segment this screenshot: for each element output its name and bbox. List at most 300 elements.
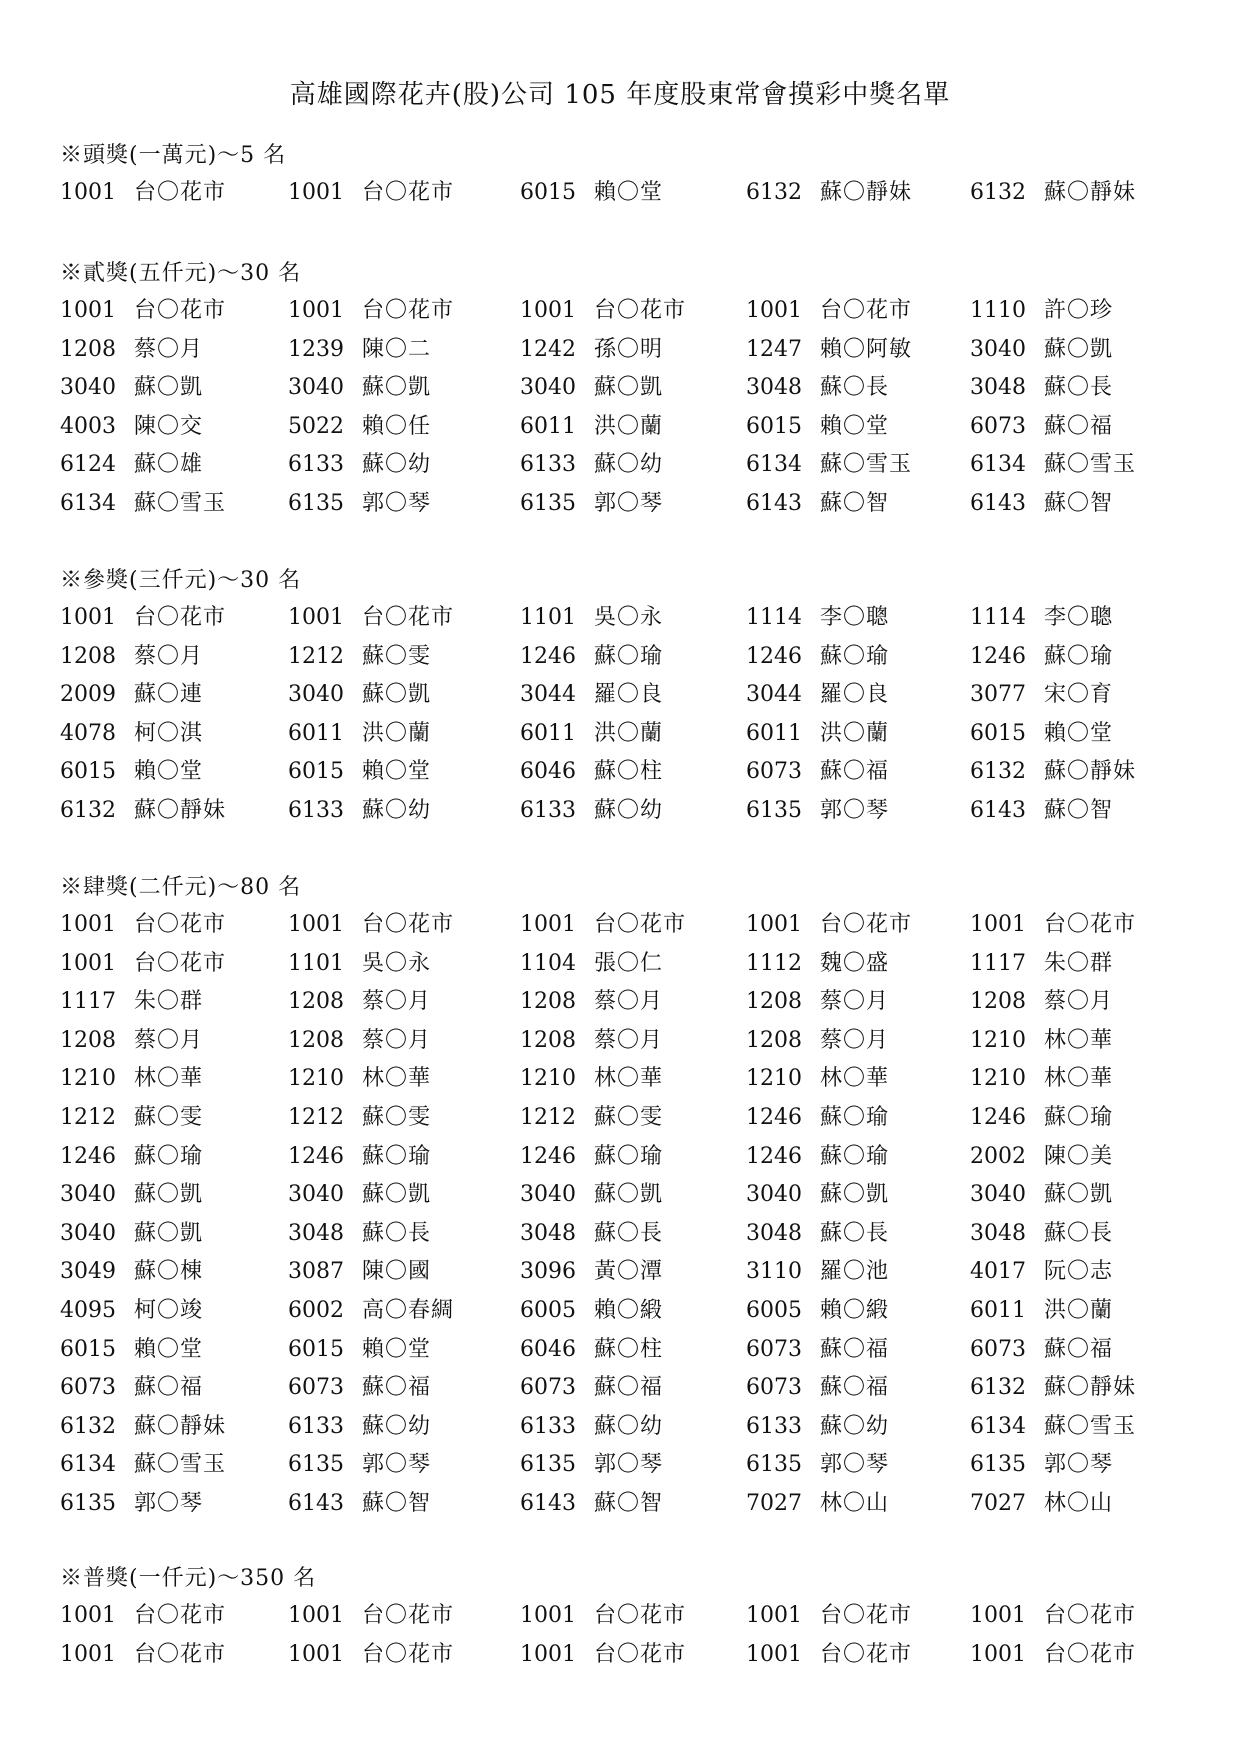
shareholder-name: 蘇〇靜妹: [134, 798, 227, 823]
shareholder-number: 6046: [520, 1336, 576, 1362]
shareholder-number: 1208: [288, 1027, 344, 1053]
shareholder-name: 朱〇群: [1044, 950, 1114, 976]
shareholder-name: 賴〇堂: [134, 759, 204, 785]
shareholder-number: 1001: [288, 298, 344, 323]
shareholder-name: 蘇〇幼: [820, 1413, 890, 1439]
shareholder-name: 蘇〇智: [362, 1491, 432, 1516]
shareholder-number: 1001: [288, 1603, 344, 1628]
shareholder-name: 賴〇堂: [594, 180, 664, 205]
winner-entry: [970, 1061, 1113, 1092]
shareholder-name: 郭〇琴: [820, 798, 890, 823]
winner-entry: [746, 1598, 912, 1629]
shareholder-name: 蘇〇長: [1044, 375, 1114, 401]
winner-entry: [520, 1100, 663, 1131]
winner-entry: [746, 1293, 889, 1324]
shareholder-name: 蘇〇凱: [134, 1220, 204, 1246]
shareholder-name: 羅〇良: [820, 682, 890, 708]
winner-entry: [970, 1598, 1136, 1629]
shareholder-number: 1001: [60, 1603, 116, 1628]
shareholder-name: 郭〇琴: [594, 1452, 664, 1478]
shareholder-name: 蘇〇長: [594, 1220, 664, 1246]
winner-entry: [288, 754, 431, 785]
winner-entry: [746, 1486, 889, 1517]
winner-entry: [970, 1637, 1136, 1668]
shareholder-number: 6073: [970, 413, 1026, 439]
shareholder-number: 6011: [520, 720, 576, 746]
shareholder-number: 7027: [746, 1491, 802, 1516]
winner-entry: [288, 370, 431, 401]
shareholder-name: 蔡〇月: [820, 1027, 890, 1053]
winner-entry: [746, 175, 912, 206]
shareholder-name: 蘇〇凱: [1044, 336, 1114, 362]
winner-entry: [746, 1061, 889, 1092]
shareholder-number: 3040: [520, 1182, 576, 1208]
shareholder-name: 蔡〇月: [594, 1027, 664, 1053]
winner-entry: [60, 793, 226, 824]
shareholder-number: 1001: [970, 912, 1026, 937]
winner-entry: [520, 370, 663, 401]
shareholder-name: 蘇〇雪玉: [820, 452, 913, 478]
winner-entry: [970, 293, 1113, 324]
shareholder-name: 郭〇琴: [362, 1452, 432, 1478]
shareholder-number: 6015: [60, 759, 116, 785]
shareholder-name: 陳〇二: [362, 336, 432, 362]
shareholder-number: 3048: [746, 375, 802, 401]
shareholder-name: 蘇〇瑜: [594, 643, 664, 669]
shareholder-name: 蘇〇福: [134, 1375, 204, 1401]
shareholder-name: 張〇仁: [594, 950, 664, 976]
shareholder-name: 蘇〇瑜: [1044, 643, 1114, 669]
shareholder-number: 6073: [520, 1375, 576, 1401]
winner-entry: [970, 1023, 1113, 1054]
shareholder-name: 蘇〇凱: [134, 375, 204, 401]
winner-entry: [520, 1637, 686, 1668]
shareholder-number: 6015: [520, 180, 576, 205]
winner-entry: [746, 1332, 889, 1363]
winner-entry: [520, 1486, 663, 1517]
shareholder-name: 林〇山: [820, 1491, 890, 1516]
shareholder-name: 蘇〇凱: [134, 1182, 204, 1208]
document-title: 高雄國際花卉(股)公司 105 年度股東常會摸彩中獎名單: [289, 80, 951, 110]
winner-entry: [288, 332, 431, 363]
winner-entry: [60, 984, 203, 1015]
shareholder-number: 6135: [288, 491, 344, 516]
shareholder-number: 3040: [970, 336, 1026, 362]
shareholder-number: 6132: [970, 759, 1026, 785]
shareholder-name: 蘇〇棟: [134, 1259, 204, 1285]
shareholder-name: 台〇花市: [362, 298, 455, 323]
winner-entry: [288, 1061, 431, 1092]
shareholder-name: 蘇〇柱: [594, 1336, 664, 1362]
shareholder-name: 台〇花市: [820, 1641, 913, 1667]
winner-entry: [746, 1254, 889, 1285]
shareholder-number: 1101: [520, 605, 576, 630]
shareholder-name: 蔡〇月: [820, 989, 890, 1015]
shareholder-name: 蔡〇月: [362, 1027, 432, 1053]
shareholder-number: 1208: [746, 1027, 802, 1053]
winner-entry: [288, 1100, 431, 1131]
section-heading: ※參獎(三仟元)～30 名: [60, 568, 302, 593]
shareholder-number: 6133: [288, 452, 344, 478]
shareholder-number: 2009: [60, 682, 116, 708]
shareholder-number: 1001: [60, 298, 116, 323]
winner-entry: [520, 1447, 663, 1478]
shareholder-name: 許〇珍: [1044, 298, 1114, 323]
shareholder-number: 6073: [60, 1375, 116, 1401]
shareholder-name: 台〇花市: [594, 298, 687, 323]
shareholder-name: 賴〇堂: [1044, 720, 1114, 746]
winner-entry: [60, 600, 226, 631]
section-heading: ※肆獎(二仟元)～80 名: [60, 875, 302, 900]
winner-entry: [288, 946, 431, 977]
shareholder-number: 6005: [746, 1298, 802, 1323]
shareholder-name: 蘇〇福: [820, 1375, 890, 1401]
shareholder-number: 4078: [60, 720, 116, 746]
shareholder-name: 台〇花市: [134, 180, 227, 205]
winner-entry: [746, 984, 889, 1015]
winner-entry: [288, 1409, 431, 1440]
shareholder-name: 吳〇永: [362, 950, 432, 976]
shareholder-name: 蔡〇月: [134, 336, 204, 362]
shareholder-name: 蘇〇智: [1044, 491, 1114, 516]
winner-entry: [288, 1177, 431, 1208]
winner-entry: [60, 907, 226, 938]
shareholder-number: 1117: [60, 989, 116, 1015]
shareholder-number: 1001: [288, 180, 344, 205]
winner-entry: [970, 639, 1113, 670]
winner-entry: [970, 1486, 1113, 1517]
shareholder-number: 1117: [970, 950, 1026, 976]
shareholder-number: 1001: [288, 912, 344, 937]
shareholder-number: 6073: [746, 1375, 802, 1401]
winner-entry: [60, 1293, 203, 1324]
shareholder-name: 蘇〇凱: [362, 1182, 432, 1208]
shareholder-name: 蔡〇月: [134, 1027, 204, 1053]
shareholder-number: 6134: [60, 1452, 116, 1478]
shareholder-name: 蘇〇幼: [362, 452, 432, 478]
winner-entry: [288, 716, 431, 747]
shareholder-name: 蘇〇瑜: [820, 1143, 890, 1169]
winner-entry: [288, 175, 454, 206]
shareholder-name: 賴〇緞: [594, 1298, 664, 1323]
shareholder-number: 1112: [746, 950, 802, 976]
shareholder-number: 3048: [520, 1220, 576, 1246]
winner-entry: [288, 1370, 431, 1401]
shareholder-name: 台〇花市: [134, 912, 227, 937]
winner-entry: [970, 907, 1136, 938]
shareholder-number: 7027: [970, 1491, 1026, 1516]
winner-entry: [970, 175, 1136, 206]
shareholder-name: 台〇花市: [820, 298, 913, 323]
shareholder-name: 林〇華: [594, 1066, 664, 1092]
winner-entry: [970, 1216, 1113, 1247]
winner-entry: [60, 332, 203, 363]
shareholder-name: 蘇〇凱: [362, 682, 432, 708]
winner-entry: [60, 1637, 226, 1668]
winner-entry: [60, 1409, 226, 1440]
shareholder-number: 3048: [746, 1220, 802, 1246]
shareholder-number: 6134: [970, 1413, 1026, 1439]
winner-entry: [746, 946, 889, 977]
shareholder-name: 蘇〇雯: [134, 1105, 204, 1130]
winner-entry: [746, 409, 889, 440]
shareholder-number: 6011: [288, 720, 344, 746]
winner-entry: [970, 1100, 1113, 1131]
shareholder-name: 蘇〇幼: [362, 1413, 432, 1439]
winner-entry: [520, 1332, 663, 1363]
shareholder-number: 1114: [970, 605, 1026, 630]
winner-entry: [60, 677, 203, 708]
shareholder-number: 3040: [288, 682, 344, 708]
winner-entry: [60, 370, 203, 401]
winner-entry: [520, 1254, 663, 1285]
shareholder-number: 6002: [288, 1298, 344, 1323]
shareholder-number: 3110: [746, 1259, 802, 1285]
shareholder-number: 5022: [288, 413, 344, 439]
winner-entry: [746, 639, 889, 670]
shareholder-number: 1208: [970, 989, 1026, 1015]
shareholder-name: 蘇〇長: [1044, 1220, 1114, 1246]
winner-entry: [746, 600, 889, 631]
winner-entry: [288, 486, 431, 517]
shareholder-number: 3087: [288, 1259, 344, 1285]
winner-entry: [520, 332, 663, 363]
winner-entry: [520, 639, 663, 670]
winner-entry: [60, 175, 226, 206]
shareholder-name: 蘇〇雪玉: [1044, 452, 1137, 478]
shareholder-name: 羅〇池: [820, 1259, 890, 1285]
shareholder-number: 1001: [746, 298, 802, 323]
winner-entry: [520, 1293, 663, 1324]
shareholder-name: 郭〇琴: [1044, 1452, 1114, 1478]
winner-entry: [970, 1254, 1113, 1285]
winner-entry: [60, 409, 203, 440]
shareholder-name: 朱〇群: [134, 989, 204, 1015]
shareholder-name: 蘇〇雯: [362, 1105, 432, 1130]
winner-entry: [970, 332, 1113, 363]
shareholder-number: 1001: [746, 1603, 802, 1628]
shareholder-name: 蘇〇幼: [362, 798, 432, 823]
winner-entry: [970, 1409, 1136, 1440]
winner-entry: [746, 1139, 889, 1170]
winner-entry: [746, 1177, 889, 1208]
shareholder-name: 蘇〇雪玉: [134, 491, 227, 516]
shareholder-name: 蘇〇幼: [594, 452, 664, 478]
shareholder-name: 蘇〇凱: [594, 1182, 664, 1208]
shareholder-name: 洪〇蘭: [1044, 1298, 1114, 1323]
shareholder-number: 1210: [288, 1066, 344, 1092]
winner-entry: [288, 1486, 431, 1517]
winner-entry: [60, 1061, 203, 1092]
winner-entry: [746, 486, 889, 517]
shareholder-number: 1001: [746, 912, 802, 937]
shareholder-number: 6135: [288, 1452, 344, 1478]
shareholder-name: 蘇〇長: [820, 1220, 890, 1246]
shareholder-name: 台〇花市: [594, 912, 687, 937]
shareholder-number: 6132: [60, 1413, 116, 1439]
winner-entry: [970, 1177, 1113, 1208]
shareholder-name: 蘇〇瑜: [1044, 1105, 1114, 1130]
shareholder-name: 蔡〇月: [1044, 989, 1114, 1015]
shareholder-name: 蘇〇雄: [134, 452, 204, 478]
shareholder-number: 4095: [60, 1298, 116, 1323]
shareholder-number: 6132: [746, 180, 802, 205]
shareholder-number: 6073: [970, 1336, 1026, 1362]
winner-entry: [520, 677, 663, 708]
shareholder-name: 郭〇琴: [362, 491, 432, 516]
shareholder-number: 1208: [288, 989, 344, 1015]
shareholder-name: 蘇〇靜妹: [134, 1413, 227, 1439]
shareholder-name: 台〇花市: [820, 912, 913, 937]
winner-entry: [520, 1216, 663, 1247]
shareholder-number: 1210: [970, 1027, 1026, 1053]
shareholder-name: 賴〇任: [362, 413, 432, 439]
shareholder-name: 蘇〇雯: [594, 1105, 664, 1130]
shareholder-number: 1246: [970, 1105, 1026, 1130]
winner-entry: [746, 332, 912, 363]
shareholder-name: 林〇華: [134, 1066, 204, 1092]
shareholder-name: 蘇〇長: [820, 375, 890, 401]
shareholder-number: 1246: [746, 1143, 802, 1169]
shareholder-name: 羅〇良: [594, 682, 664, 708]
shareholder-name: 陳〇國: [362, 1259, 432, 1285]
shareholder-number: 6135: [746, 798, 802, 823]
shareholder-name: 林〇華: [1044, 1066, 1114, 1092]
shareholder-name: 蘇〇瑜: [362, 1143, 432, 1169]
shareholder-number: 1212: [288, 643, 344, 669]
shareholder-number: 3040: [520, 375, 576, 401]
shareholder-name: 台〇花市: [134, 605, 227, 630]
winner-entry: [746, 1023, 889, 1054]
shareholder-name: 台〇花市: [134, 1641, 227, 1667]
shareholder-name: 蘇〇凱: [594, 375, 664, 401]
winner-entry: [970, 754, 1136, 785]
winner-entry: [746, 1370, 889, 1401]
shareholder-name: 蘇〇瑜: [820, 643, 890, 669]
shareholder-number: 1242: [520, 336, 576, 362]
winner-entry: [60, 1486, 203, 1517]
shareholder-number: 6133: [520, 798, 576, 823]
shareholder-name: 蘇〇雪玉: [134, 1452, 227, 1478]
shareholder-number: 3040: [60, 1182, 116, 1208]
shareholder-number: 3040: [970, 1182, 1026, 1208]
shareholder-number: 6135: [520, 1452, 576, 1478]
winner-entry: [60, 1447, 226, 1478]
shareholder-number: 1210: [746, 1066, 802, 1092]
winner-entry: [288, 907, 454, 938]
shareholder-name: 蘇〇凱: [362, 375, 432, 401]
shareholder-name: 賴〇阿敏: [820, 336, 913, 362]
winner-entry: [746, 793, 889, 824]
shareholder-name: 蘇〇靜妹: [1044, 759, 1137, 785]
shareholder-name: 蘇〇智: [1044, 798, 1114, 823]
shareholder-name: 林〇華: [1044, 1027, 1114, 1053]
shareholder-number: 6143: [746, 491, 802, 516]
winner-entry: [288, 639, 431, 670]
shareholder-name: 台〇花市: [594, 1603, 687, 1628]
shareholder-number: 1001: [60, 912, 116, 937]
shareholder-name: 台〇花市: [1044, 1641, 1137, 1667]
winner-entry: [746, 1447, 889, 1478]
shareholder-number: 6132: [970, 1375, 1026, 1401]
shareholder-name: 蘇〇瑜: [820, 1105, 890, 1130]
shareholder-number: 1208: [60, 1027, 116, 1053]
winner-entry: [520, 984, 663, 1015]
shareholder-name: 賴〇堂: [820, 413, 890, 439]
winner-entry: [288, 1598, 454, 1629]
shareholder-name: 洪〇蘭: [594, 413, 664, 439]
winner-entry: [970, 1139, 1113, 1170]
shareholder-number: 3040: [60, 375, 116, 401]
shareholder-name: 李〇聰: [820, 605, 890, 630]
shareholder-name: 黃〇潭: [594, 1259, 664, 1285]
winner-entry: [970, 1447, 1113, 1478]
shareholder-number: 1247: [746, 336, 802, 362]
shareholder-name: 蘇〇智: [594, 1491, 664, 1516]
shareholder-name: 蘇〇瑜: [134, 1143, 204, 1169]
winner-entry: [60, 447, 203, 478]
shareholder-name: 高〇春綢: [362, 1298, 455, 1323]
shareholder-number: 6046: [520, 759, 576, 785]
winner-entry: [60, 1598, 226, 1629]
shareholder-number: 6015: [288, 759, 344, 785]
winner-entry: [60, 716, 203, 747]
winner-entry: [746, 677, 889, 708]
shareholder-number: 6134: [60, 491, 116, 516]
shareholder-number: 3077: [970, 682, 1026, 708]
shareholder-name: 阮〇志: [1044, 1259, 1114, 1285]
shareholder-name: 蘇〇長: [362, 1220, 432, 1246]
shareholder-name: 蘇〇雪玉: [1044, 1413, 1137, 1439]
shareholder-number: 6143: [970, 491, 1026, 516]
shareholder-name: 台〇花市: [594, 1641, 687, 1667]
shareholder-name: 郭〇琴: [820, 1452, 890, 1478]
shareholder-name: 蘇〇幼: [594, 798, 664, 823]
shareholder-name: 林〇華: [362, 1066, 432, 1092]
shareholder-number: 1208: [520, 989, 576, 1015]
shareholder-number: 1001: [520, 1641, 576, 1667]
shareholder-number: 3044: [746, 682, 802, 708]
shareholder-number: 6133: [288, 1413, 344, 1439]
section-heading: ※普獎(一仟元)～350 名: [60, 1566, 317, 1591]
winner-entry: [746, 754, 889, 785]
shareholder-number: 1208: [60, 336, 116, 362]
shareholder-number: 1246: [746, 1105, 802, 1130]
shareholder-number: 1114: [746, 605, 802, 630]
shareholder-number: 6135: [746, 1452, 802, 1478]
shareholder-number: 1210: [60, 1066, 116, 1092]
winner-entry: [60, 486, 226, 517]
winner-entry: [60, 639, 203, 670]
shareholder-name: 賴〇堂: [362, 759, 432, 785]
shareholder-number: 3040: [288, 375, 344, 401]
shareholder-name: 柯〇竣: [134, 1298, 204, 1323]
shareholder-number: 1208: [60, 643, 116, 669]
shareholder-number: 3044: [520, 682, 576, 708]
winner-entry: [288, 600, 454, 631]
shareholder-number: 1210: [520, 1066, 576, 1092]
winner-entry: [288, 1293, 454, 1324]
winner-entry: [746, 1100, 889, 1131]
shareholder-number: 1001: [60, 605, 116, 630]
shareholder-name: 蘇〇福: [1044, 1336, 1114, 1362]
winner-entry: [520, 1139, 663, 1170]
shareholder-number: 1001: [746, 1641, 802, 1667]
winner-entry: [288, 1023, 431, 1054]
shareholder-number: 1212: [520, 1105, 576, 1130]
winner-entry: [520, 1177, 663, 1208]
shareholder-name: 蘇〇連: [134, 682, 204, 708]
